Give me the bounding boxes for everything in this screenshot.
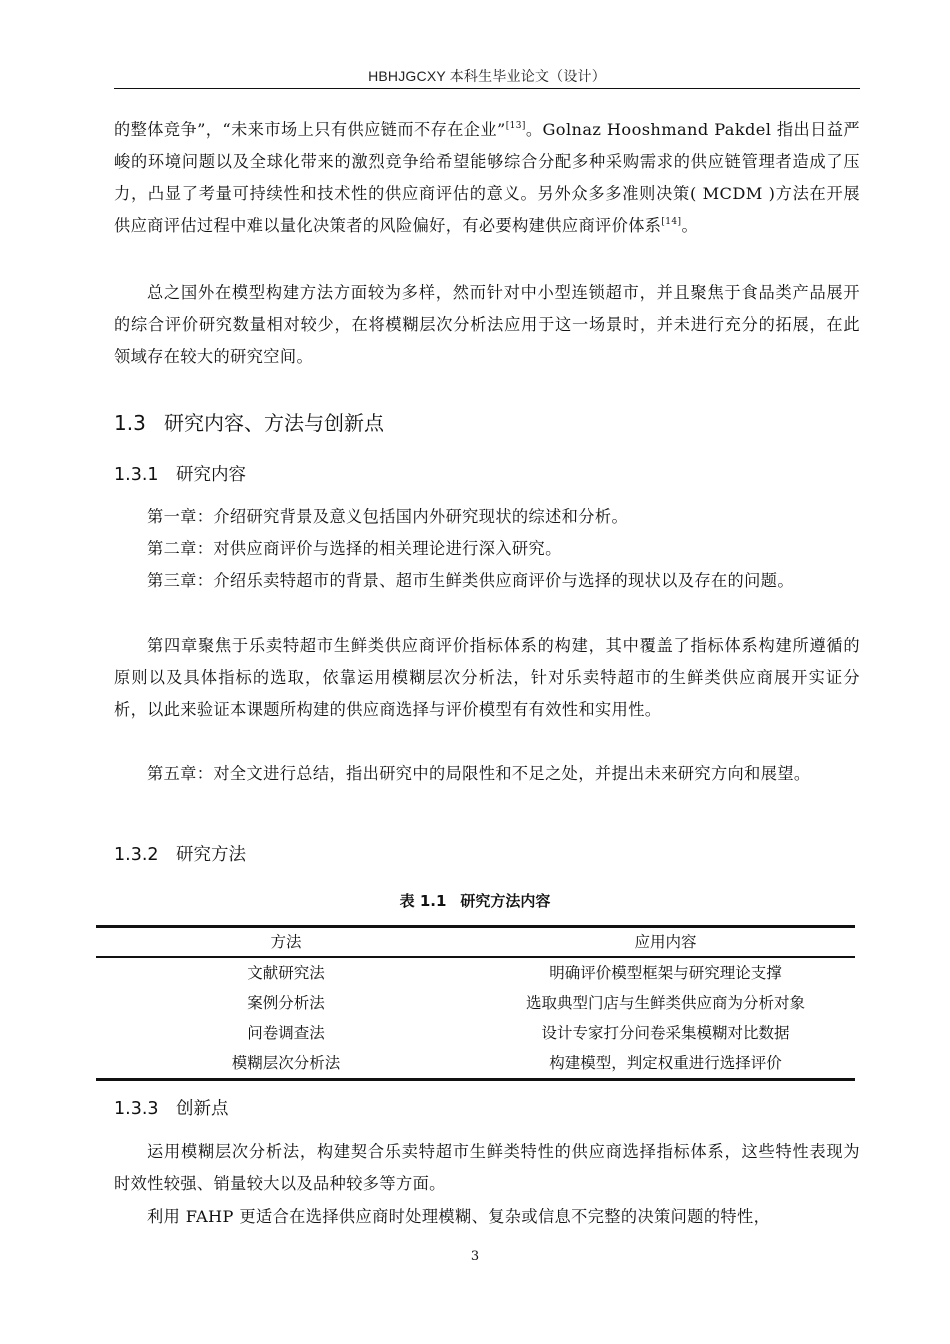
page-number: 3 bbox=[470, 1249, 480, 1264]
method-cell: 案例分析法 bbox=[247, 994, 325, 1012]
innovation-paragraph-1: 运用模糊层次分析法，构建契合乐卖特超市生鲜类特性的供应商选择指标体系，这些特性表现为时效性较强、销量较大以及品种较多等方面。 bbox=[114, 1142, 860, 1193]
application-cell: 选取典型门店与生鲜类供应商为分析对象 bbox=[525, 994, 805, 1012]
section-title: 创新点 bbox=[176, 1099, 229, 1119]
citation-14[interactable]: [14] bbox=[661, 217, 682, 227]
paragraph-summary: 总之国外在模型构建方法方面较为多样，然而针对中小型连锁超市，并且聚焦于食品类产品展开的综合评价研究数量相对较少，在将模糊层次分析法应用于这一场景时，并未进行充分的拓展，在此领域存在较大的研究空间。 bbox=[114, 283, 860, 366]
application-cell: 明确评价模型框架与研究理论支撑 bbox=[549, 964, 782, 982]
chapter-2-summary: 第二章：对供应商评价与选择的相关理论进行深入研究。 bbox=[147, 539, 562, 558]
chapter-1-summary: 第一章：介绍研究背景及意义包括国内外研究现状的综述和分析。 bbox=[147, 507, 629, 526]
table-caption-title: 研究方法内容 bbox=[460, 892, 551, 910]
running-header: HBHJGCXY 本科生毕业论文（设计） bbox=[368, 68, 606, 84]
table-row bbox=[96, 1018, 855, 1048]
section-number: 1.3.2 bbox=[114, 845, 159, 865]
table-caption bbox=[0, 889, 950, 913]
table-row bbox=[96, 957, 855, 988]
method-cell: 文献研究法 bbox=[247, 964, 325, 982]
table-caption-number: 表 1.1 bbox=[399, 892, 447, 910]
section-number: 1.3.1 bbox=[114, 465, 159, 485]
research-methods-table bbox=[96, 925, 855, 1081]
application-cell: 设计专家打分问卷采集模糊对比数据 bbox=[541, 1024, 790, 1042]
section-number: 1.3 bbox=[114, 411, 146, 435]
column-header-method: 方法 bbox=[270, 933, 302, 951]
section-heading-1-3-3 bbox=[114, 1096, 229, 1122]
application-cell: 构建模型，判定权重进行选择评价 bbox=[549, 1054, 782, 1072]
section-number: 1.3.3 bbox=[114, 1099, 159, 1119]
section-heading-1-3-2 bbox=[114, 842, 246, 868]
section-title: 研究内容 bbox=[176, 465, 246, 485]
header-divider bbox=[114, 88, 860, 89]
citation-13[interactable]: [13] bbox=[505, 121, 526, 131]
table-row bbox=[96, 1048, 855, 1080]
table-header-row bbox=[96, 927, 855, 958]
method-cell: 问卷调查法 bbox=[247, 1024, 325, 1042]
section-heading-1-3-1 bbox=[114, 462, 246, 488]
section-title: 研究内容、方法与创新点 bbox=[164, 411, 384, 435]
table-row bbox=[96, 988, 855, 1018]
paragraph-literature-foreign: 的整体竞争”，“未来市场上只有供应链而不存在企业”[13]。Golnaz Hooshmand Pakdel 指出日益严峻的环境问题以及全球化带来的激烈竞争给希望能够综合分配多种采购需求的供应链管理者造成了压力，凸显了考量可持续性和技术性的供应商评估的意义。另外众多多准则决策( MCDM )方法在开展供应商评估过程中难以量化决策者的风险偏好，有必要构建供应商评价体系[14]。 bbox=[114, 120, 860, 235]
chapter-3-summary: 第三章：介绍乐卖特超市的背景、超市生鲜类供应商评价与选择的现状以及存在的问题。 bbox=[147, 571, 794, 590]
section-title: 研究方法 bbox=[176, 845, 246, 865]
chapter-4-summary: 第四章聚焦于乐卖特超市生鲜类供应商评价指标体系的构建，其中覆盖了指标体系构建所遵循的原则以及具体指标的选取，依靠运用模糊层次分析法，针对乐卖特超市的生鲜类供应商展开实证分析，以此来验证本课题所构建的供应商选择与评价模型有有效性和实用性。 bbox=[114, 636, 860, 719]
innovation-paragraph-2: 利用 FAHP 更适合在选择供应商时处理模糊、复杂或信息不完整的决策问题的特性， bbox=[147, 1207, 771, 1226]
column-header-application: 应用内容 bbox=[634, 933, 697, 951]
chapter-5-summary: 第五章：对全文进行总结，指出研究中的局限性和不足之处，并提出未来研究方向和展望。 bbox=[147, 764, 811, 783]
method-cell: 模糊层次分析法 bbox=[231, 1054, 341, 1072]
section-heading-1-3 bbox=[114, 409, 384, 437]
